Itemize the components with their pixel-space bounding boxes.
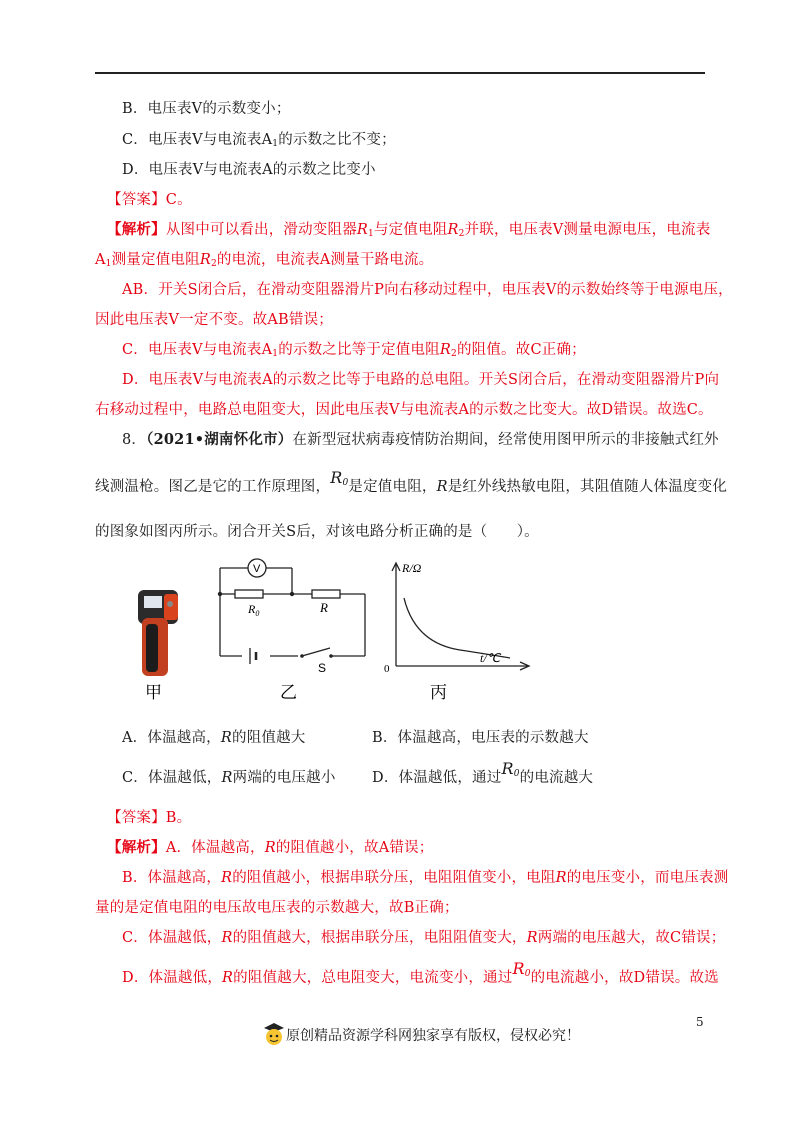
r0-label: $R_0$ (248, 602, 260, 618)
q7-explanation-5: C．电压表V与电流表$A_1$的示数之比等于定值电阻$R_2$的阻值。故C正确； (122, 342, 586, 359)
q8-explanation-2: B．体温越高，R的阻值越小，根据串联分压，电阻阻值变小，电阻R的电压变小，而电压表测 (122, 870, 729, 886)
r-label: R (320, 600, 328, 615)
q8-answer: 【答案】B。 (107, 810, 192, 826)
copyright-text: 原创精品资源学科网独家享有版权，侵权必究！ (286, 1028, 580, 1044)
label-bing: 丙 (430, 683, 447, 702)
graph-origin: 0 (384, 663, 390, 675)
circuit-diagram (220, 559, 365, 656)
q7-explanation-2: $A_1$测量定值电阻$R_2$的电流，电流表A测量干路电流。 (95, 252, 434, 269)
graph-x-label: t/℃ (480, 651, 501, 665)
q7-option-b: B．电压表V的示数变小； (122, 101, 291, 117)
q8-stem-2: 线测温枪。图乙是它的工作原理图，$R_0$是定值电阻，R是红外线热敏电阻，其阻值随人体温度变化 (95, 468, 728, 495)
q7-explanation-7: 右移动过程中，电路总电阻变大，因此电压表V与电流表A的示数之比变大。故D错误。故选C。 (95, 402, 713, 418)
q8-option-c: C．体温越低，R两端的电压越小 (122, 770, 336, 786)
q7-option-c: C．电压表V与电流表$A_1$的示数之比不变； (122, 132, 396, 149)
q7-answer: 【答案】C。 (107, 192, 192, 208)
r-t-graph (392, 563, 529, 670)
q8-stem-1: 8．（2021•湖南怀化市）在新型冠状病毒疫情防治期间，经常使用图甲所示的非接触式红外 (122, 431, 719, 448)
figure-svg (130, 558, 550, 708)
copyright-footer (262, 1022, 580, 1048)
q7-option-d: D．电压表V与电流表A的示数之比变小 (122, 162, 376, 178)
q8-explanation-4: C．体温越低，R的阻值越大，根据串联分压，电阻阻值变大，R两端的电压越大，故C错误； (122, 930, 726, 946)
q8-option-d: D．体温越低，通过$R_0$的电流越大 (372, 759, 594, 786)
switch-label: S (318, 661, 327, 675)
graph-y-label: R/Ω (402, 561, 422, 575)
q8-option-b: B．体温越高，电压表的示数越大 (372, 730, 589, 746)
q7-explanation-4: 因此电压表V一定不变。故AB错误； (95, 312, 333, 328)
label-jia: 甲 (145, 683, 162, 702)
q8-explanation-1: 【解析】A．体温越高，R的阻值越小，故A错误； (107, 839, 434, 856)
q7-explanation-1: 【解析】从图中可以看出，滑动变阻器$R_1$与定值电阻$R_2$并联，电压表V测量电源电压，电流表 (107, 221, 711, 239)
q7-explanation-3: AB．开关S闭合后，在滑动变阻器滑片P向右移动过程中，电压表V的示数始终等于电源电压， (122, 282, 733, 298)
voltmeter-label: V (253, 563, 261, 575)
q8-figures (130, 558, 550, 712)
q8-option-a: A．体温越高，R的阻值越大 (122, 730, 306, 746)
page-number: 5 (696, 1015, 704, 1029)
q8-stem-3: 的图象如图丙所示。闭合开关S后，对该电路分析正确的是（ ）。 (95, 524, 539, 540)
label-yi: 乙 (280, 683, 297, 702)
q8-explanation-3: 量的是定值电阻的电压故电压表的示数越大，故B正确； (95, 900, 459, 916)
thermometer-gun-icon (138, 590, 178, 676)
q7-explanation-6: D．电压表V与电流表A的示数之比等于电路的总电阻。开关S闭合后，在滑动变阻器滑片P向 (122, 372, 720, 388)
header-rule (95, 72, 705, 74)
q8-explanation-5: D．体温越低，R的阻值越大，总电阻变大，电流变小，通过$R_0$的电流越小，故D错误。故选 (122, 959, 719, 986)
mascot-icon (262, 1022, 286, 1048)
